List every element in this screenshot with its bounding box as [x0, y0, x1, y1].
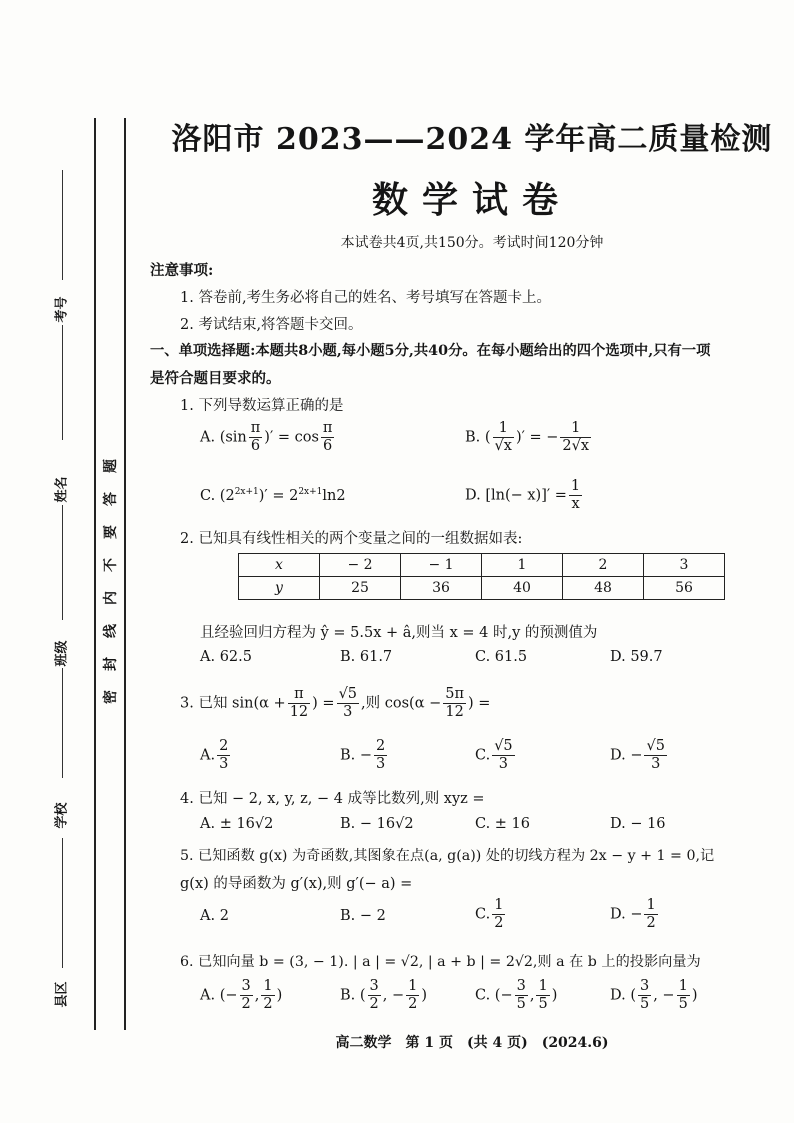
binding-line-inner — [124, 118, 126, 1030]
table-cell: 48 — [563, 577, 644, 600]
label-district: 县区 — [54, 981, 70, 1008]
table-cell: 1 — [482, 554, 563, 577]
q1-option-b: B. ( $\frac{1}{√x}$ )′ = − $\frac{1}{2√x}$ — [465, 420, 590, 454]
q2-option-a: A. 62.5 — [200, 649, 252, 665]
q2-option-b: B. 61.7 — [340, 649, 393, 665]
page-footer: 高二数学 第 1 页 (共 4 页) (2024.6) — [335, 1035, 609, 1051]
exam-info: 本试卷共4页,共150分。考试时间120分钟 — [340, 235, 604, 251]
q3-option-c: C. $\frac{√5}{3}$ — [475, 738, 513, 772]
name-blank[interactable] — [62, 505, 63, 620]
label-school: 学校 — [54, 802, 70, 829]
q6-option-a: A. (− $\frac{3}{2}$ , $\frac{1}{2}$ ) — [200, 978, 283, 1012]
q3-option-a: A. $\frac{2}{3}$ — [200, 738, 229, 772]
notice-1: 1. 答卷前,考生务必将自己的姓名、考号填写在答题卡上。 — [180, 290, 552, 306]
q6-option-d: D. ( $\frac{3}{5}$ , − $\frac{1}{5}$ ) — [610, 978, 698, 1012]
q4-option-a: A. ± 16√2 — [200, 816, 274, 832]
table-cell: − 1 — [401, 554, 482, 577]
q1-stem: 1. 下列导数运算正确的是 — [180, 398, 344, 414]
table-cell: 3 — [644, 554, 725, 577]
q5-option-a: A. 2 — [200, 908, 229, 924]
exam-number-blank[interactable] — [62, 170, 63, 280]
q2-data-table — [238, 553, 725, 600]
q3-option-d: D. − $\frac{√5}{3}$ — [610, 738, 665, 772]
q1-option-a: A. (sin $\frac{\pi}{6}$ )′ = cos $\frac{\pi}{6}$ — [200, 420, 333, 454]
section1-heading: 一、单项选择题:本题共8小题,每小题5分,共40分。在每小题给出的四个选项中,只有一项 — [150, 343, 711, 359]
q3-option-b: B. − $\frac{2}{3}$ — [340, 738, 386, 772]
q2-stem: 2. 已知具有线性相关的两个变量之间的一组数据如表: — [180, 531, 523, 547]
q4-option-b: B. − 16√2 — [340, 816, 414, 832]
q5-option-c: C. $\frac{1}{2}$ — [475, 897, 504, 931]
table-cell: 2 — [563, 554, 644, 577]
exam-number-blank-2[interactable] — [62, 325, 63, 440]
q4-option-d: D. − 16 — [610, 816, 666, 832]
q5-option-b: B. − 2 — [340, 908, 386, 924]
q1-option-c: C. $(2^{2x+1})' = 2^{2x+1}\ln 2$ — [200, 487, 346, 504]
table-cell: x — [239, 554, 320, 577]
seal-notice: 密 封 线 内 不 要 答 题 — [103, 459, 119, 704]
exam-subtitle: 数学试卷 — [371, 179, 572, 221]
table-cell: 56 — [644, 577, 725, 600]
label-name: 姓名 — [54, 476, 70, 503]
q4-stem: 4. 已知 − 2, x, y, z, − 4 成等比数列,则 xyz = — [180, 791, 485, 807]
table-cell: 25 — [320, 577, 401, 600]
q5-line2: g(x) 的导函数为 g′(x),则 g′(− a) = — [180, 876, 413, 892]
section1-heading-2: 是符合题目要求的。 — [150, 370, 281, 387]
q1-option-d: D. [ln(− x)]′ = $\frac{1}{x}$ — [465, 478, 581, 512]
q6-option-c: C. (− $\frac{3}{5}$ , $\frac{1}{5}$ ) — [475, 978, 558, 1012]
q5-line1: 5. 已知函数 g(x) 为奇函数,其图象在点(a, g(a)) 处的切线方程为 2x − y + 1 = 0,记 — [180, 848, 715, 864]
q6-option-b: B. ( $\frac{3}{2}$ , − $\frac{1}{2}$ ) — [340, 978, 428, 1012]
label-exam-number: 考号 — [54, 296, 70, 323]
notice-title: 注意事项: — [150, 262, 214, 279]
q4-option-c: C. ± 16 — [475, 816, 531, 832]
table-cell: 36 — [401, 577, 482, 600]
notice-2: 2. 考试结束,将答题卡交回。 — [180, 317, 363, 333]
school-blank[interactable] — [62, 838, 63, 968]
exam-title: 洛阳市 2023——2024 学年高二质量检测 — [171, 122, 773, 157]
q2-line2: 且经验回归方程为 ŷ = 5.5x + â,则当 x = 4 时,y 的预测值为 — [200, 625, 598, 641]
q2-option-d: D. 59.7 — [610, 649, 663, 665]
table-cell: − 2 — [320, 554, 401, 577]
q3-stem: 3. 已知 sin(α + $\frac{\pi}{12}$ ) = $\frac{√5}{3}$ ,则 cos(α − $\frac{5\pi}{12}$ ) = — [180, 686, 491, 720]
binding-line-outer — [94, 118, 96, 1030]
q6-stem: 6. 已知向量 b = (3, − 1). | a | = √2, | a + b | = 2√2,则 a 在 b 上的投影向量为 — [180, 954, 701, 970]
table-cell: 40 — [482, 577, 563, 600]
label-class: 班级 — [54, 640, 70, 667]
table-row — [239, 554, 725, 577]
q2-option-c: C. 61.5 — [475, 649, 528, 665]
table-row — [239, 577, 725, 600]
class-blank[interactable] — [62, 668, 63, 778]
table-cell: y — [239, 577, 320, 600]
q5-option-d: D. − $\frac{1}{2}$ — [610, 897, 656, 931]
